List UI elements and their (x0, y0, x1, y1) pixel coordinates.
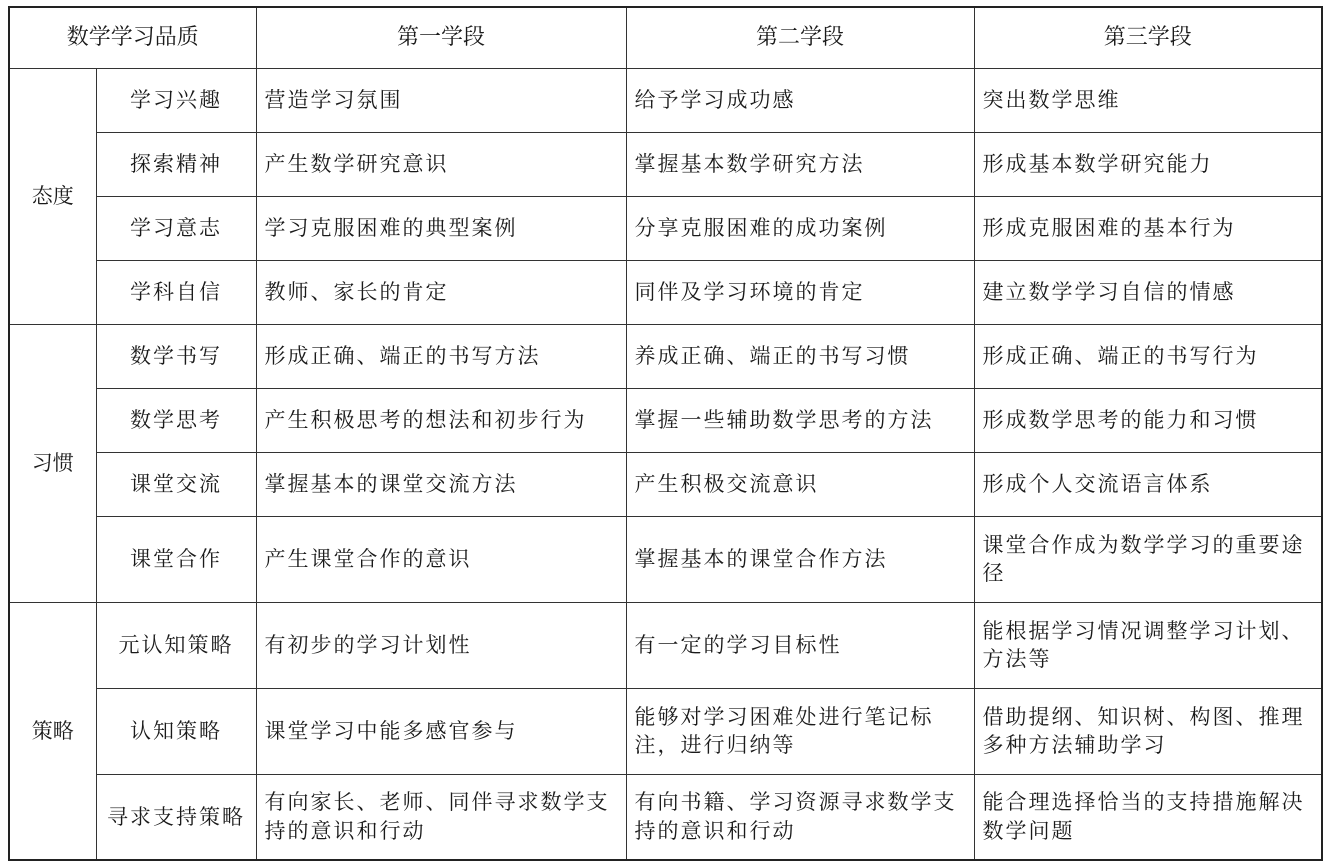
header-quality: 数学学习品质 (9, 7, 256, 68)
stage-3-cell: 建立数学学习自信的情感 (974, 260, 1322, 324)
row-label: 探索精神 (96, 132, 256, 196)
stage-1-cell: 产生课堂合作的意识 (256, 516, 626, 602)
row-label: 寻求支持策略 (96, 774, 256, 860)
table-row (9, 388, 1322, 452)
stage-2-cell: 养成正确、端正的书写习惯 (626, 324, 974, 388)
header-stage-2: 第二学段 (626, 7, 974, 68)
stage-1-cell: 学习克服困难的典型案例 (256, 196, 626, 260)
category-strategy: 策略 (9, 602, 96, 860)
table-row (9, 452, 1322, 516)
stage-1-cell: 营造学习氛围 (256, 68, 626, 132)
table-row (9, 774, 1322, 860)
stage-3-cell: 突出数学思维 (974, 68, 1322, 132)
table-row (9, 516, 1322, 602)
stage-1-cell: 产生积极思考的想法和初步行为 (256, 388, 626, 452)
stage-3-cell: 形成正确、端正的书写行为 (974, 324, 1322, 388)
stage-1-cell: 有初步的学习计划性 (256, 602, 626, 688)
category-habit: 习惯 (9, 324, 96, 602)
stage-3-cell: 能根据学习情况调整学习计划、方法等 (974, 602, 1322, 688)
stage-3-cell: 形成数学思考的能力和习惯 (974, 388, 1322, 452)
stage-3-cell: 形成个人交流语言体系 (974, 452, 1322, 516)
row-label: 数学书写 (96, 324, 256, 388)
stage-2-cell: 掌握基本数学研究方法 (626, 132, 974, 196)
row-label: 认知策略 (96, 688, 256, 774)
stage-1-cell: 有向家长、老师、同伴寻求数学支持的意识和行动 (256, 774, 626, 860)
stage-2-cell: 掌握基本的课堂合作方法 (626, 516, 974, 602)
row-label: 学科自信 (96, 260, 256, 324)
stage-3-cell: 能合理选择恰当的支持措施解决数学问题 (974, 774, 1322, 860)
stage-2-cell: 给予学习成功感 (626, 68, 974, 132)
row-label: 学习意志 (96, 196, 256, 260)
learning-quality-table (8, 6, 1323, 861)
stage-2-cell: 同伴及学习环境的肯定 (626, 260, 974, 324)
row-label: 学习兴趣 (96, 68, 256, 132)
header-row (9, 7, 1322, 68)
stage-3-cell: 课堂合作成为数学学习的重要途径 (974, 516, 1322, 602)
stage-2-cell: 分享克服困难的成功案例 (626, 196, 974, 260)
stage-1-cell: 课堂学习中能多感官参与 (256, 688, 626, 774)
stage-3-cell: 形成克服困难的基本行为 (974, 196, 1322, 260)
table-row (9, 68, 1322, 132)
table-row (9, 132, 1322, 196)
stage-2-cell: 掌握一些辅助数学思考的方法 (626, 388, 974, 452)
row-label: 课堂交流 (96, 452, 256, 516)
row-label: 课堂合作 (96, 516, 256, 602)
row-label: 元认知策略 (96, 602, 256, 688)
stage-1-cell: 掌握基本的课堂交流方法 (256, 452, 626, 516)
stage-2-cell: 产生积极交流意识 (626, 452, 974, 516)
stage-1-cell: 形成正确、端正的书写方法 (256, 324, 626, 388)
table-row (9, 688, 1322, 774)
stage-2-cell: 有向书籍、学习资源寻求数学支持的意识和行动 (626, 774, 974, 860)
stage-3-cell: 形成基本数学研究能力 (974, 132, 1322, 196)
header-stage-3: 第三学段 (974, 7, 1322, 68)
stage-3-cell: 借助提纲、知识树、构图、推理多种方法辅助学习 (974, 688, 1322, 774)
row-label: 数学思考 (96, 388, 256, 452)
stage-2-cell: 能够对学习困难处进行笔记标注，进行归纳等 (626, 688, 974, 774)
table-row (9, 260, 1322, 324)
stage-1-cell: 产生数学研究意识 (256, 132, 626, 196)
table-row (9, 196, 1322, 260)
table-row (9, 324, 1322, 388)
header-stage-1: 第一学段 (256, 7, 626, 68)
table-row (9, 602, 1322, 688)
category-attitude: 态度 (9, 68, 96, 324)
stage-1-cell: 教师、家长的肯定 (256, 260, 626, 324)
stage-2-cell: 有一定的学习目标性 (626, 602, 974, 688)
